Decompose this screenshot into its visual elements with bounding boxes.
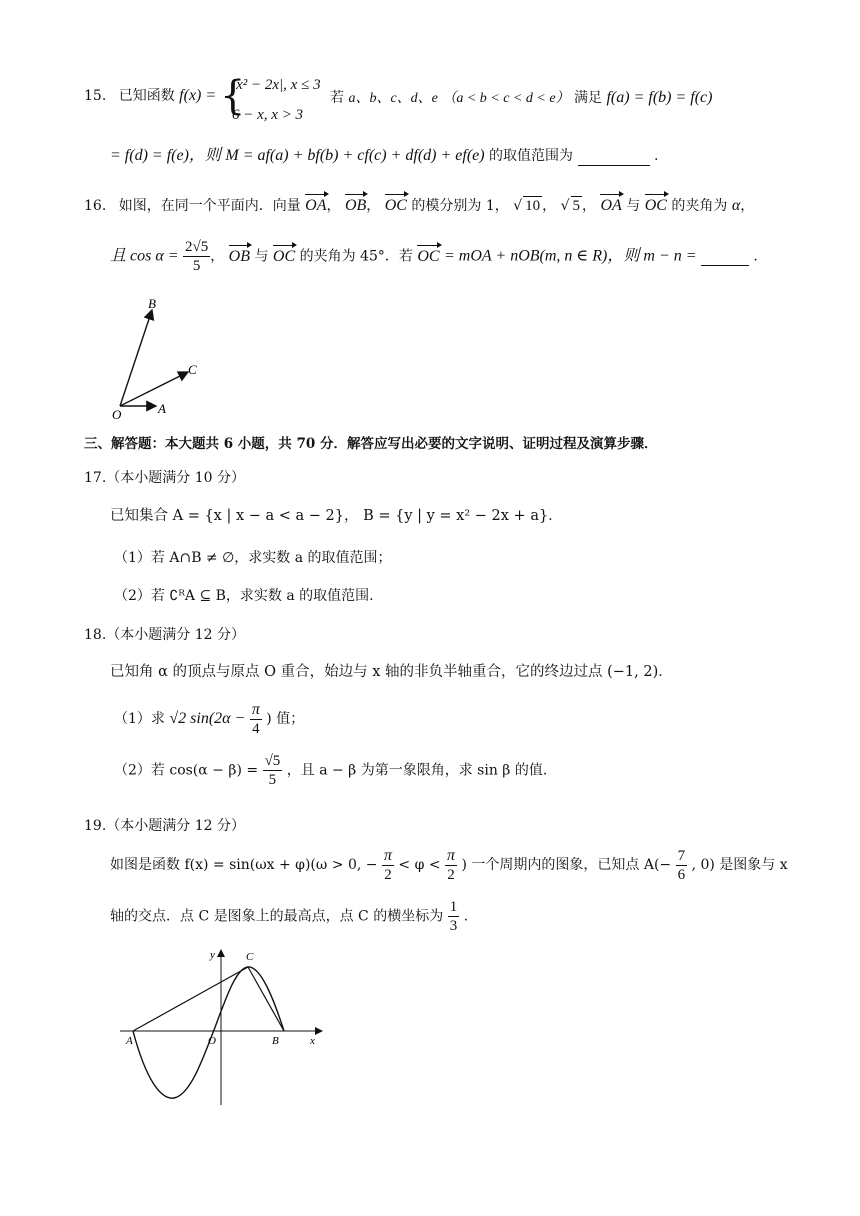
q19-stem-pre: 如图是函数 f(x) = sin(ωx + φ)(ω > 0, −	[110, 857, 378, 874]
vector-OB-arrow	[120, 310, 152, 406]
q19-frac2-num: π	[445, 846, 457, 866]
q16-angle-text: 的夹角为	[671, 198, 728, 214]
q16-lead: 如图，在同一个平面内．向量	[118, 198, 301, 214]
q16-end: .	[753, 248, 758, 265]
fig16-label-O: O	[112, 407, 122, 422]
fig16-label-A: A	[158, 401, 166, 416]
q19-score: （本小题满分 12 分）	[106, 818, 245, 834]
q16-alpha: α	[731, 197, 741, 214]
q16-vec-OB: OB	[344, 197, 367, 214]
q19-line2	[110, 898, 468, 935]
q18-part2-frac-num: √5	[264, 753, 281, 769]
q16-number: 16.	[84, 198, 107, 214]
q15-answer-blank[interactable]	[578, 148, 650, 166]
q18-part2-frac	[263, 752, 283, 789]
q15-M-expr: M = af(a) + bf(b) + cf(c) + df(d) + ef(e)	[225, 147, 485, 164]
q16-vec-OB-2: OB	[228, 247, 250, 265]
q17-stem: 已知集合 A = {x | x − a < a − 2}， B = {y | y = x² − 2x + a}．	[110, 508, 563, 524]
q16-with: 与	[626, 198, 641, 214]
q16-frac-den: 5	[192, 258, 201, 274]
fig19-label-y: y	[210, 949, 215, 961]
fig19-label-O: O	[208, 1035, 216, 1047]
q19-frac1-num: π	[382, 846, 394, 866]
q18-part1	[114, 700, 304, 738]
q19-number: 19.	[84, 818, 107, 834]
q16-vec-OA-2: OA	[600, 197, 622, 214]
segment-CB	[248, 967, 284, 1031]
q15-range-text: 的取值范围为	[489, 148, 574, 164]
q19-frac3-den: 6	[677, 866, 686, 883]
q16-vec-OC: OC	[384, 197, 407, 214]
fig16-label-C: C	[188, 362, 197, 377]
q19-frac3-num: 7	[677, 847, 686, 864]
q19-frac-7-6	[676, 847, 688, 884]
q15-f-label: f(x) =	[179, 87, 217, 104]
q16-answer-blank[interactable]	[701, 249, 749, 267]
q16-mod-text: 的模分别为 1，	[411, 198, 509, 214]
sine-curve	[133, 967, 284, 1098]
q18-part1-post: ) 值；	[266, 711, 305, 728]
q19-frac1-den: 2	[384, 867, 392, 884]
q15-eq1: f(a) = f(b) = f(c)	[606, 89, 713, 106]
q19-line2-post: .	[463, 908, 469, 925]
q16-vec-OC-3: OC	[272, 247, 296, 265]
q15-line1	[84, 86, 216, 105]
q16-vec-OA: OA	[305, 197, 327, 214]
q19-frac-pi2	[445, 846, 457, 884]
q18-part1-pre: （1）求	[114, 711, 165, 728]
q15-order: （a < b < c < d < e）	[442, 91, 570, 106]
q15-cond: 若	[330, 90, 344, 106]
q19-stem-mid: < φ <	[398, 857, 441, 874]
fig19-label-C: C	[246, 951, 254, 963]
q19-stem-post: , 0) 是图象与 x	[691, 857, 788, 874]
q16-vec-OC-2: OC	[644, 197, 667, 214]
q15-end: .	[653, 148, 659, 164]
q18-part1-frac-den: 4	[252, 721, 260, 738]
q16-line2: 且 cos α = $\frac{2√5}{5}$ ， OB 与 OC 的夹角为 45°．若 OC = mOA + nOB(m, n ∈ R)，则 m − n = .	[110, 239, 758, 274]
q16-with-2: 与	[254, 248, 269, 265]
q19-frac4-den: 3	[449, 918, 458, 934]
q15-number: 15.	[84, 88, 107, 104]
q16-eq-expr: = mOA + nOB(m, n ∈ R)，则 m − n =	[444, 247, 697, 265]
q15-case1: |x² − 2x|, x ≤ 3	[232, 77, 321, 93]
q18-part2-frac-den: 5	[268, 772, 277, 788]
q19-header	[84, 818, 245, 835]
segment-AC	[133, 967, 248, 1031]
q18-number: 18.	[84, 627, 107, 643]
q18-part2-pre: （2）若 cos(α − β) =	[114, 762, 259, 779]
q18-score: （本小题满分 12 分）	[106, 627, 245, 643]
fig16-label-B: B	[148, 296, 156, 311]
q16-sqrt10: 10	[525, 198, 541, 214]
q18-part1-frac-num: π	[250, 700, 262, 720]
q19-line2-pre: 轴的交点．点 C 是图象上的最高点，点 C 的横坐标为	[110, 908, 444, 925]
q15-line2	[110, 146, 658, 166]
q17-score: （本小题满分 10 分）	[106, 470, 245, 486]
section3-heading: 三、解答题：本大题共 6 小题，共 70 分．解答应写出必要的文字说明、证明过程及演算步骤．	[84, 436, 658, 452]
q15-line2-eq: = f(d) = f(e)，则	[110, 147, 221, 164]
q19-line1	[110, 846, 788, 884]
q15-satisfy: 满足	[574, 90, 603, 106]
q17-header	[84, 470, 245, 487]
fig19-label-B: B	[272, 1035, 279, 1047]
q18-part2	[114, 752, 547, 789]
q16-line1: 16. 如图，在同一个平面内．向量 OA， OB， OC 的模分别为 1， √ 10 ， √ 5 ， OA 与 OC 的夹角为 α，	[84, 197, 755, 214]
q15-lead: 已知函数	[118, 88, 175, 104]
q16-and-cos: 且 cos α =	[110, 247, 179, 265]
q16-figure	[108, 292, 208, 422]
q18-part1-expr: √2 sin(2α −	[169, 710, 246, 728]
q17-part1: （1）若 A∩B ≠ ∅，求实数 a 的取值范围；	[114, 550, 392, 566]
q19-frac4-num: 1	[449, 899, 458, 915]
q15-brace: {	[220, 73, 246, 119]
fig19-label-A: A	[126, 1035, 133, 1047]
q19-stem-mid2: ) 一个周期内的图象，已知点 A(−	[461, 857, 672, 874]
q18-part2-post: ，且 a − β 为第一象限角，求 sin β 的值.	[286, 762, 548, 779]
q18-stem: 已知角 α 的顶点与原点 O 重合，始边与 x 轴的非负半轴重合，它的终边过点 (−1, 2)．	[110, 664, 673, 680]
q19-figure	[116, 940, 336, 1110]
q15-vars: a、b、c、d、e	[348, 91, 438, 106]
q19-frac-1-3	[448, 898, 460, 935]
q17-number: 17.	[84, 470, 107, 486]
q16-angle45: 的夹角为 45°．若	[299, 248, 413, 265]
q15-line1-tail	[330, 88, 712, 108]
q18-part1-frac	[250, 700, 262, 738]
q16-sqrt5: 5	[572, 198, 581, 214]
q15-case2: 6 − x, x > 3	[232, 107, 304, 123]
q17-part2: （2）若 ∁ᴿA ⊆ B，求实数 a 的取值范围.	[114, 588, 374, 604]
q16-vec-OC-4: OC	[417, 247, 440, 265]
fig19-label-x: x	[310, 1035, 315, 1047]
q19-frac2-den: 2	[447, 867, 455, 884]
q16-fraction	[183, 238, 210, 275]
q19-frac-neg-pi2	[382, 846, 394, 884]
q16-frac-num: 2√5	[184, 239, 209, 255]
q18-header	[84, 627, 245, 644]
